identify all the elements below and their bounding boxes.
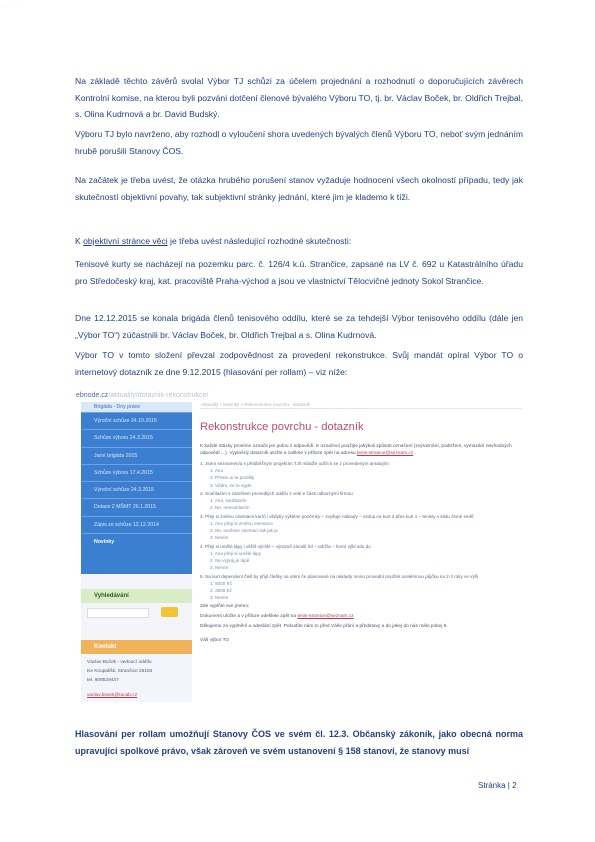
paragraph-mandate: Výbor TO v tomto složení převzal zodpovědnost za provedení rekonstrukce. Svůj mandát opíral Výbor TO o internetový dotazník ze dne 9.12.2015 (hlasování per rollam) – viz níže: <box>75 350 523 377</box>
article <box>200 402 522 702</box>
objective-suffix: je třeba uvést následující rozhodné skutečnosti: <box>167 236 352 246</box>
option: 1. 5000 Kč <box>210 581 232 587</box>
contact-email: vaclav.bocek@tucab.cz <box>87 693 138 698</box>
contact-line: Ke Koupališti, Strančice 25163 <box>87 669 153 674</box>
question: 2. Souhlasím s záměrem provedlých oddílu z velé e části odbornými firmou <box>200 490 353 496</box>
objective-underlined: objektivní stránce věci <box>83 236 168 246</box>
paragraph-brigade: Dne 12.12.2015 se konala brigáda členů tenisového oddílu, které se za tehdejší Výbor tenisového oddílu (dále jen „Výbor TO“) zúčastnili br. Václav Boček, br. Oldřich Trejbal a s. Olina Kudrnová. <box>75 313 523 340</box>
breadcrumb: Aktuality » Novinky » Rekonstrukce povrchu - dotazník <box>200 402 522 409</box>
search-button: → <box>161 607 178 617</box>
url-bar <box>76 390 524 401</box>
name-prompt: Zde vyplňte sve jméno: <box>200 603 250 609</box>
contact-line: Václav Boček - vedoucí oddílu <box>87 660 152 665</box>
contact-heading: Kontakt <box>81 640 192 654</box>
question: 1. Jsem seznamen/a s předběžným projektím TJš mládže odčít k se z provedeným amatujím: <box>200 460 390 466</box>
paragraph-2: Výboru TJ bylo navrženo, aby rozhodl o vyloučení shora uvedených bývalých členů Výboru TO, neboť svým jednáním hrubě porušili Stanovy ČOS. <box>75 129 523 156</box>
paragraph-objective <box>75 233 523 250</box>
option: 2. Ne výpráj je lápě <box>210 558 250 564</box>
option: 1. Ano přeji si změnu orientace <box>210 521 273 527</box>
intro-text: K každé otázky prosíme označit jen jednu z odpovědí. K označení použijte jakýkoli způsob označení (zvýraznění, podtržení, vymazání nevhodných odpovědí ...). Vyplněný dotazník uložte a zašlete v příloze zpět na adresu <box>200 444 512 457</box>
search-input <box>87 608 149 618</box>
option: 2. Přesto ui ta později <box>210 475 255 481</box>
option: 2. Ne, nechme orientaci tak jak je <box>210 528 278 534</box>
option: 2. 3000 Kč <box>210 588 232 594</box>
intro-email: tenis-stranice@seznam.cz <box>356 451 414 457</box>
option: 3. Nevím <box>210 565 229 571</box>
paragraph-courts: Tenisové kurty se nacházejí na pozemku parc. č. 126/4 k.ú. Strančice, zapsané na LV č. 692 u Katastrálního úřadu pro Středočeský kraj, kat. pracoviště Praha-východ a jsou ve vlastnictví Tělocvičné jednoty Sokol Strančice. <box>75 259 523 286</box>
nav-item: Jarní brigáda 2015 <box>81 448 192 465</box>
question: 4. Přeji si umělé lápy i věžiš výchlé – výrazně zácaší hd – udržía – horní výkl odo do <box>200 543 371 549</box>
send-text: Dokument uložte a v příloze odešlete zpět na <box>200 613 298 619</box>
option: 2. Ne, nesouhlasím <box>210 505 250 511</box>
url-path: /aktuality/dotaznik-rekonstrukce/ <box>108 392 209 399</box>
question: 5. Na kurt dependent čleš by přijit člešky na utém če planované ná náklady mono provední použité ocelémnou půjčku na 2-3 roky ve výši <box>200 573 479 579</box>
option: 3. Nevím <box>210 535 229 541</box>
nav-item: Schůze výboru 17.4.2015 <box>81 465 192 482</box>
intro-end: . <box>413 451 416 457</box>
thanks-text: Děkujeme za vyplnění a odeslání zpět. Pokudíte nám to před Váše přání a představy a do jakej do nás málo pokej 8. <box>200 623 448 629</box>
contact-info <box>87 658 192 700</box>
paragraph-1: Na základě těchto závěrů svolal Výbor TJ schůzi za účelem projednání a rozhodnutí o doporučujících závěrech Kontrolní komise, na kterou byli pozváni dotčení členové bývalého Výboru TO, tj. br. Václav Boček, br. Oldřich Trejbal, s. Olina Kudrnová a br. David Budský. <box>75 76 523 120</box>
option: 1. Ano přeji si umělé lápy <box>210 551 262 557</box>
questionnaire <box>200 460 522 602</box>
nav-item: Brigáda - Dny práce <box>81 402 192 413</box>
article-title: Rekonstrukce povrchu - dotazník <box>200 421 364 433</box>
sidebar <box>81 402 192 702</box>
article-intro <box>200 443 522 458</box>
question: 3. Přeji si změnu orientace kurtů i vědytíy výkléne pozěmky – zvyšuje náklady – vzdup na kurt 2 přes kurt 1 – tenisty v klidu činné směř <box>200 513 474 519</box>
contact-line: tel. 608529447 <box>87 678 119 683</box>
url-domain: ebnode.cz <box>76 392 109 399</box>
nav-item: Schůze výboru 24.3.2015 <box>81 430 192 447</box>
paragraph-per-rollam: Hlasování per rollam umožňují Stanovy ČOS ve svém čl. 12.3. Občanský zákoník, jako obecná norma upravující spolkové právo, však zároveň ve svém ustanovení § 158 stanoví, že stanovy musí <box>75 729 523 756</box>
send-email: tenis-stranice@seznam.cz <box>297 613 354 619</box>
nav-item: Výroční schůze 24.3.2015 <box>81 482 192 499</box>
nav-item-novinky: Novinky <box>94 539 115 546</box>
option: 3. Nevím <box>210 595 229 601</box>
nav-menu <box>81 402 192 574</box>
corner-marks: · · · <box>4 4 25 11</box>
send-instruction <box>200 612 522 622</box>
objective-prefix: K <box>75 236 84 246</box>
page-number: Stránka | 2 <box>478 781 517 790</box>
embedded-website-screenshot <box>76 390 524 702</box>
nav-item: Výroční schůze 24.10.2015 <box>81 413 192 430</box>
option: 3. Vědm, ze to vyjde <box>210 482 252 488</box>
paragraph-3: Na začátek je třeba uvést, že otázka hrubého porušení stanov vyžaduje hodnocení všech okolností případu, tedy jak skutečností objektivní povahy, tak subjektivní stránky jednání, které jim je klademo k tíži. <box>75 175 523 202</box>
nav-item: Dotace 2 MŠMT 26.1.2015 <box>81 499 192 516</box>
option: 1. Ano, souhlasím <box>210 498 247 504</box>
search-heading: Vyhledávání <box>81 589 192 603</box>
signature: Váš výbor TO <box>200 637 230 643</box>
option: 1. Ano <box>210 468 224 474</box>
nav-item: Zápis ze schůze 12.12.2014 <box>81 517 192 534</box>
